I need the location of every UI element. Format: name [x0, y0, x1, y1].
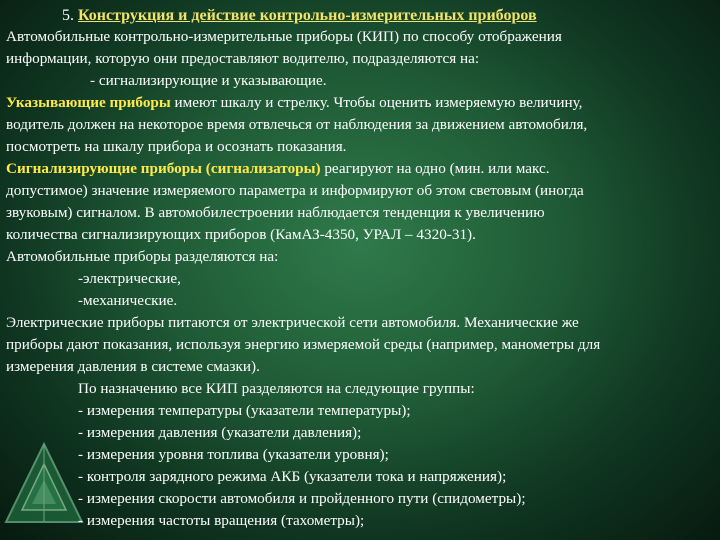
text-line: водитель должен на некоторое время отвлечься от наблюдения за движением автомобиля,	[6, 116, 588, 133]
text-line: количества сигнализирующих приборов (КамАЗ-4350, УРАЛ – 4320-31).	[6, 226, 476, 243]
text-line: Электрические приборы питаются от электрической сети автомобиля. Механические же	[6, 314, 579, 331]
text-line: измерения давления в системе смазки).	[6, 358, 260, 375]
text-line: посмотреть на шкалу прибора и осознать показания.	[6, 138, 347, 155]
pyramid-logo-icon	[2, 438, 86, 528]
highlight-term: Указывающие приборы	[6, 94, 171, 111]
list-item: - измерения частоты вращения (тахометры);	[78, 512, 365, 529]
text-line: Сигнализирующие приборы (сигнализаторы) реагируют на одно (мин. или макс.	[6, 160, 550, 177]
text-line: приборы дают показания, используя энергию измеряемой среды (например, манометры для	[6, 336, 601, 353]
text-line: допустимое) значение измеряемого параметра и информируют об этом световым (иногда	[6, 182, 584, 199]
list-item: - измерения давления (указатели давления);	[78, 424, 362, 441]
text-line: - сигнализирующие и указывающие.	[90, 72, 327, 89]
slide-title	[62, 6, 702, 25]
text-line: Указывающие приборы имеют шкалу и стрелку. Чтобы оценить измеряемую величину,	[6, 94, 583, 111]
text-line: информации, которую они предоставляют водителю, подразделяются на:	[6, 50, 480, 67]
title-number: 5.	[62, 7, 74, 24]
text-line: Автомобильные приборы разделяются на:	[6, 248, 279, 265]
highlight-term: Сигнализирующие приборы (сигнализаторы)	[6, 160, 321, 177]
text-line: -электрические,	[78, 270, 181, 287]
title-text: Конструкция и действие контрольно-измерительных приборов	[78, 7, 537, 24]
list-item: - измерения температуры (указатели температуры);	[78, 402, 411, 419]
text-line: Автомобильные контрольно-измерительные приборы (КИП) по способу отображения	[6, 28, 562, 45]
list-item: - измерения скорости автомобиля и пройденного пути (спидометры);	[78, 490, 526, 507]
list-item: - контроля зарядного режима АКБ (указатели тока и напряжения);	[78, 468, 507, 485]
text-line: -механические.	[78, 292, 178, 309]
text-line: звуковым) сигналом. В автомобилестроении наблюдается тенденция к увеличению	[6, 204, 545, 221]
list-item: - измерения уровня топлива (указатели уровня);	[78, 446, 389, 463]
text-line: По назначению все КИП разделяются на следующие группы:	[78, 380, 475, 397]
